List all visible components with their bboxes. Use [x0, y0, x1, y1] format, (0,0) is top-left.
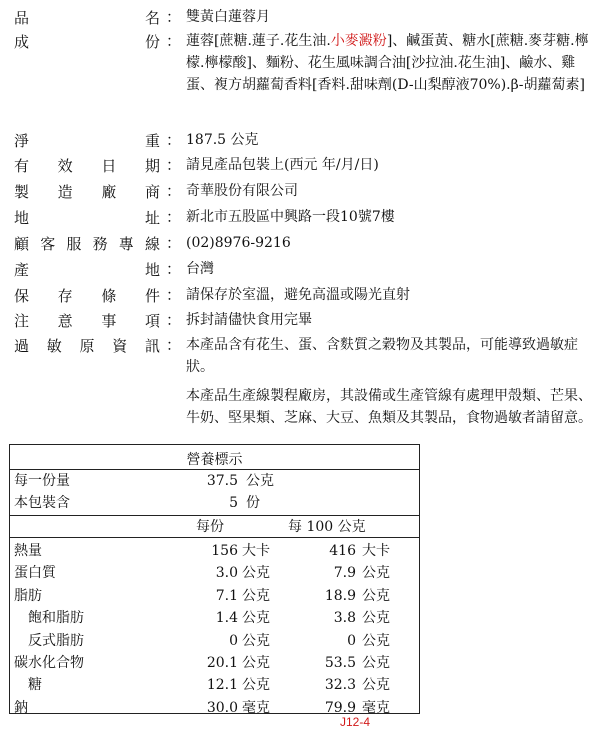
product-code: J12-4 — [340, 715, 371, 729]
nutrition-title: 營養標示 — [186, 452, 243, 468]
allergen-label: 過 敏 原 資 訊 — [14, 336, 160, 355]
manufacturer-value: 奇華股份有限公司 — [186, 183, 298, 199]
nutrient-name: 熱量 — [14, 543, 42, 559]
per-serving-value: 156 — [211, 543, 238, 559]
nutrient-name: 飽和脂肪 — [14, 610, 84, 626]
per-100g-unit: 毫克 — [362, 700, 390, 716]
nutrient-name: 碳水化合物 — [14, 655, 84, 671]
nutrient-name: 蛋白質 — [14, 565, 56, 581]
net-weight-value: 187.5 公克 — [186, 132, 259, 148]
per-100g-unit: 公克 — [362, 655, 390, 671]
divider — [10, 515, 419, 516]
col-per-serving: 每份 — [196, 519, 224, 535]
servings-label: 本包裝含 — [14, 495, 70, 511]
origin-value: 台灣 — [186, 261, 214, 277]
nutrition-facts-table — [9, 444, 420, 714]
storage-value: 請保存於室溫，避免高溫或陽光直射 — [186, 287, 410, 303]
per-100g-value: 53.5 — [324, 655, 356, 671]
expiry-label: 有 效 日 期 — [14, 156, 160, 175]
per-serving-unit: 公克 — [242, 565, 270, 581]
per-serving-value: 20.1 — [206, 655, 238, 671]
nutrient-name: 脂肪 — [14, 588, 42, 604]
address-value: 新北市五股區中興路一段10號7樓 — [186, 209, 395, 225]
expiry-value: 請見產品包裝上(西元 年/月/日) — [186, 157, 379, 173]
per-serving-unit: 公克 — [242, 588, 270, 604]
per-100g-value: 7.9 — [333, 565, 356, 581]
per-100g-value: 416 — [329, 543, 356, 559]
per-serving-value: 30.0 — [206, 700, 238, 716]
per-serving-value: 0 — [229, 633, 238, 649]
divider — [10, 537, 419, 538]
nutrient-name: 反式脂肪 — [14, 633, 84, 649]
ingredients-label: 成 份 — [14, 32, 160, 51]
notice-value: 拆封請儘快食用完畢 — [186, 312, 312, 328]
per-100g-value: 18.9 — [324, 588, 356, 604]
per-serving-value: 1.4 — [215, 610, 238, 626]
per-serving-unit: 毫克 — [242, 700, 270, 716]
per-100g-unit: 公克 — [362, 588, 390, 604]
per-serving-value: 12.1 — [206, 677, 238, 693]
per-serving-unit: 公克 — [242, 655, 270, 671]
per-serving-unit: 大卡 — [242, 543, 270, 559]
per-serving-value: 7.1 — [215, 588, 238, 604]
allergen-value — [186, 334, 596, 429]
per-serving-value: 3.0 — [215, 565, 238, 581]
hotline-label: 顧 客 服 務 專 線 — [14, 234, 160, 253]
per-100g-value: 0 — [347, 633, 356, 649]
per-100g-unit: 公克 — [362, 677, 390, 693]
per-100g-unit: 公克 — [362, 633, 390, 649]
per-100g-value: 79.9 — [324, 700, 356, 716]
hotline-value: (02)8976-9216 — [186, 235, 291, 251]
nutrient-name: 糖 — [14, 677, 42, 693]
per-serving-unit: 公克 — [242, 633, 270, 649]
divider — [10, 469, 419, 470]
serving-size-unit: 公克 — [246, 473, 274, 489]
product-name-label: 品 名 — [14, 8, 160, 27]
address-label: 地 址 — [14, 208, 160, 227]
manufacturer-label: 製 造 廠 商 — [14, 182, 160, 201]
per-100g-unit: 公克 — [362, 610, 390, 626]
ingredients-value: 蓮蓉[蔗糖.蓮子.花生油.小麥澱粉]、鹹蛋黃、糖水[蔗糖.麥芽糖.檸檬.檸檬酸]、麵粉、花生風味調合油[沙拉油.花生油]、鹼水、雞蛋、複方胡蘿蔔香料[香料.甜味劑(D-山梨醇液70%).β-胡蘿蔔素] — [186, 33, 589, 93]
notice-label: 注 意 事 項 — [14, 311, 160, 330]
storage-label: 保 存 條 件 — [14, 286, 160, 305]
nutrient-name: 鈉 — [14, 700, 28, 716]
per-serving-unit: 公克 — [242, 677, 270, 693]
servings-value: 5 — [229, 495, 238, 511]
servings-unit: 份 — [246, 495, 260, 511]
allergen-statement: 本產品含有花生、蛋、含麩質之穀物及其製品，可能導致過敏症狀。 — [186, 337, 578, 375]
allergen-highlight: 小麥澱粉 — [330, 33, 387, 49]
per-100g-value: 32.3 — [324, 677, 356, 693]
per-100g-unit: 公克 — [362, 565, 390, 581]
per-100g-unit: 大卡 — [362, 543, 390, 559]
serving-size-label: 每一份量 — [14, 473, 70, 489]
col-per-100g: 每 100 公克 — [288, 519, 366, 535]
net-weight-label: 淨 重 — [14, 131, 160, 150]
allergen-cross-contact: 本產品生產線製程廠房，其設備或生產管線有處理甲殼類、芒果、牛奶、堅果類、芝麻、大豆、魚類及其製品，食物過敏者請留意。 — [186, 388, 592, 426]
product-name-value: 雙黃白蓮蓉月 — [186, 9, 270, 25]
serving-size-value: 37.5 — [206, 473, 238, 489]
per-100g-value: 3.8 — [333, 610, 356, 626]
per-serving-unit: 公克 — [242, 610, 270, 626]
origin-label: 產 地 — [14, 260, 160, 279]
